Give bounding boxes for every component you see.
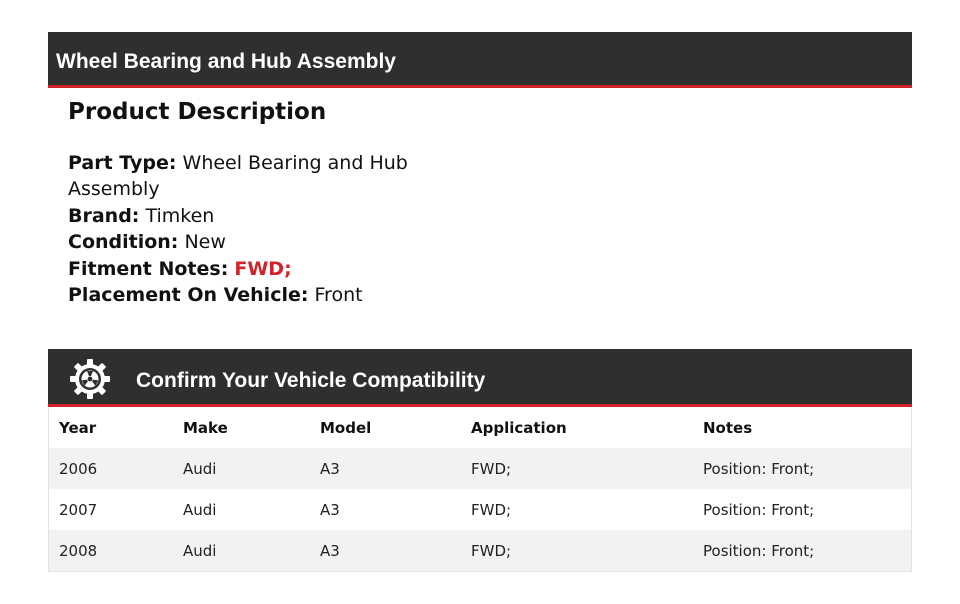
spec-label: Condition:	[68, 231, 179, 254]
spec-list	[68, 150, 428, 308]
product-description	[68, 96, 428, 308]
table-row	[49, 530, 911, 571]
spec-part-type	[68, 150, 428, 203]
cell-notes: Position: Front;	[703, 500, 815, 519]
table-header-row	[49, 407, 911, 448]
description-heading: Product Description	[68, 99, 327, 125]
cell-make: Audi	[183, 459, 217, 478]
compatibility-title: Confirm Your Vehicle Compatibility	[136, 369, 486, 392]
column-header-make: Make	[183, 418, 228, 437]
spec-placement	[68, 282, 428, 308]
column-header-model: Model	[320, 418, 372, 437]
compatibility-table	[48, 407, 912, 572]
cell-application: FWD;	[471, 459, 512, 478]
compatibility-bar	[48, 349, 912, 407]
table-row	[49, 489, 911, 530]
cell-year: 2007	[59, 500, 98, 519]
spec-label: Brand:	[68, 204, 140, 227]
spec-value: New	[184, 231, 226, 254]
page-title: Wheel Bearing and Hub Assembly	[56, 50, 396, 73]
cell-make: Audi	[183, 541, 217, 560]
cell-notes: Position: Front;	[703, 541, 815, 560]
column-header-year: Year	[59, 418, 97, 437]
table-row	[49, 448, 911, 489]
cell-application: FWD;	[471, 541, 512, 560]
spec-value: Timken	[145, 204, 215, 227]
spec-brand	[68, 203, 428, 229]
column-header-application: Application	[471, 418, 567, 437]
cell-application: FWD;	[471, 500, 512, 519]
column-header-notes: Notes	[703, 418, 753, 437]
cell-year: 2006	[59, 459, 98, 478]
spec-value: Front	[314, 284, 363, 307]
cell-year: 2008	[59, 541, 98, 560]
spec-label: Part Type:	[68, 152, 177, 174]
cell-model: A3	[320, 541, 340, 560]
gear-car-icon	[68, 357, 112, 401]
cell-model: A3	[320, 459, 340, 478]
spec-fitment-notes	[68, 256, 428, 282]
spec-value: Wheel Bearing and Hub Assembly	[68, 152, 408, 201]
spec-condition	[68, 229, 428, 255]
spec-value: FWD;	[234, 257, 292, 280]
cell-make: Audi	[183, 500, 217, 519]
cell-notes: Position: Front;	[703, 459, 815, 478]
title-bar	[48, 32, 912, 88]
spec-label: Placement On Vehicle:	[68, 284, 309, 307]
cell-model: A3	[320, 500, 340, 519]
spec-label: Fitment Notes:	[68, 257, 229, 280]
